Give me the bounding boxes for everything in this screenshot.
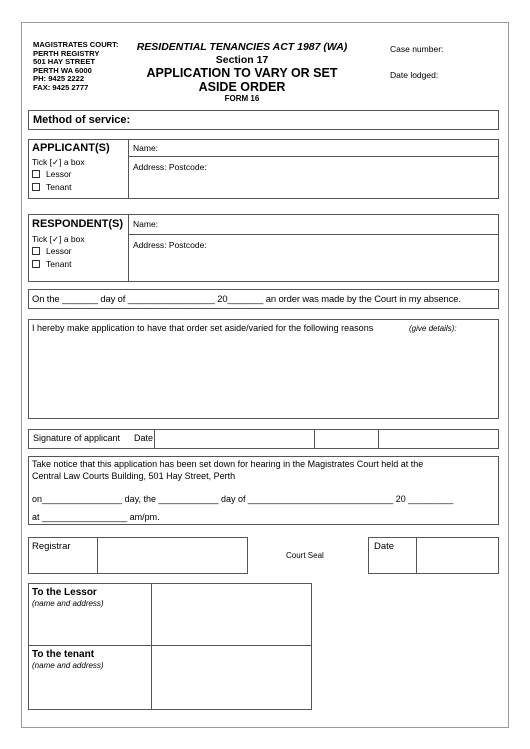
tenant-address-field[interactable] xyxy=(152,646,311,709)
applicant-tenant-option[interactable] xyxy=(32,182,72,192)
court-line: MAGISTRATES COURT: xyxy=(33,40,119,49)
lessor-checkbox[interactable] xyxy=(32,170,40,178)
date-lodged-label: Date lodged: xyxy=(390,70,439,80)
respondent-section xyxy=(28,214,499,282)
form-title-line1: APPLICATION TO VARY OR SET xyxy=(146,66,338,80)
respondent-heading: RESPONDENT(S) xyxy=(32,218,124,230)
divider xyxy=(128,234,498,235)
tenant-checkbox[interactable] xyxy=(32,183,40,191)
notice-line: Central Law Courts Building, 501 Hay Street, Perth xyxy=(32,471,236,481)
divider xyxy=(128,215,129,281)
tenant-title: To the tenant xyxy=(32,649,95,660)
date-label: Date xyxy=(134,433,154,443)
reasons-text: I hereby make application to have that order set aside/varied for the following reasons xyxy=(32,323,374,333)
respondent-name-field[interactable]: Name: xyxy=(133,219,159,229)
court-line: PERTH REGISTRY xyxy=(33,48,100,58)
form-number: FORM 16 xyxy=(224,94,260,103)
registrar-signature-field[interactable] xyxy=(98,538,247,573)
lessor-hint: (name and address) xyxy=(32,599,104,608)
court-line: PERTH WA 6000 xyxy=(33,65,92,75)
applicant-lessor-option[interactable] xyxy=(32,169,72,179)
hearing-time-field[interactable]: at _________________ am/pm. xyxy=(32,512,160,522)
lessor-label: Lessor xyxy=(46,169,72,179)
registrar-date-box xyxy=(368,537,499,574)
hearing-date-field[interactable]: on________________ day, the ____________ day of _____________________________ 20 _________ xyxy=(32,494,454,504)
registrar-box xyxy=(28,537,248,574)
divider xyxy=(128,140,129,198)
court-line: PH: 9425 2222 xyxy=(33,74,85,84)
tenant-label: Tenant xyxy=(46,182,72,192)
court-address xyxy=(33,41,119,93)
method-of-service-label: Method of service: xyxy=(33,114,131,126)
case-number-label: Case number: xyxy=(390,44,444,54)
applicant-name-field[interactable]: Name: xyxy=(133,143,159,153)
respondent-address-field[interactable]: Address: Postcode: xyxy=(133,240,207,250)
form-title-line2: ASIDE ORDER xyxy=(198,80,286,94)
lessor-checkbox[interactable] xyxy=(32,247,40,255)
reasons-field[interactable] xyxy=(28,319,499,419)
method-of-service-field[interactable] xyxy=(28,110,499,130)
court-line: 501 HAY STREET xyxy=(33,57,96,67)
date-input-1[interactable] xyxy=(155,430,313,448)
date-label: Date xyxy=(374,541,395,552)
registrar-date-field[interactable] xyxy=(417,538,498,573)
tick-instruction: Tick [✓] a box xyxy=(32,234,85,244)
section-label: Section 17 xyxy=(215,54,269,66)
registrar-label: Registrar xyxy=(32,541,71,552)
date-input-2[interactable] xyxy=(315,430,377,448)
applicant-heading: APPLICANT(S) xyxy=(32,142,110,154)
order-statement: On the _______ day of _________________ 20_______ an order was made by the Court in my absence. xyxy=(32,293,461,304)
applicant-address-field[interactable]: Address: Postcode: xyxy=(133,162,207,172)
divider xyxy=(128,156,498,157)
date-input-3[interactable] xyxy=(379,430,498,448)
form-title xyxy=(117,66,367,94)
lessor-title: To the Lessor xyxy=(32,587,97,598)
lessor-address-field[interactable] xyxy=(152,584,311,645)
notice-line: Take notice that this application has been set down for hearing in the Magistrates Court held at the xyxy=(32,459,424,469)
form-page xyxy=(21,22,509,728)
tenant-checkbox[interactable] xyxy=(32,260,40,268)
tenant-label: Tenant xyxy=(46,259,72,269)
court-seal-label: Court Seal xyxy=(286,551,324,560)
addressees-box xyxy=(28,583,312,710)
tenant-hint: (name and address) xyxy=(32,661,104,670)
order-date-field[interactable] xyxy=(28,289,499,309)
signature-label: Signature of applicant xyxy=(33,433,121,443)
court-line: FAX: 9425 2777 xyxy=(33,82,89,92)
act-title: RESIDENTIAL TENANCIES ACT 1987 (WA) xyxy=(136,41,348,53)
hearing-notice xyxy=(28,456,499,525)
respondent-tenant-option[interactable] xyxy=(32,259,72,269)
reasons-hint: (give details): xyxy=(409,324,457,333)
respondent-lessor-option[interactable] xyxy=(32,246,72,256)
lessor-label: Lessor xyxy=(46,246,72,256)
applicant-section xyxy=(28,139,499,199)
tick-instruction: Tick [✓] a box xyxy=(32,157,85,167)
signature-row xyxy=(28,429,499,449)
